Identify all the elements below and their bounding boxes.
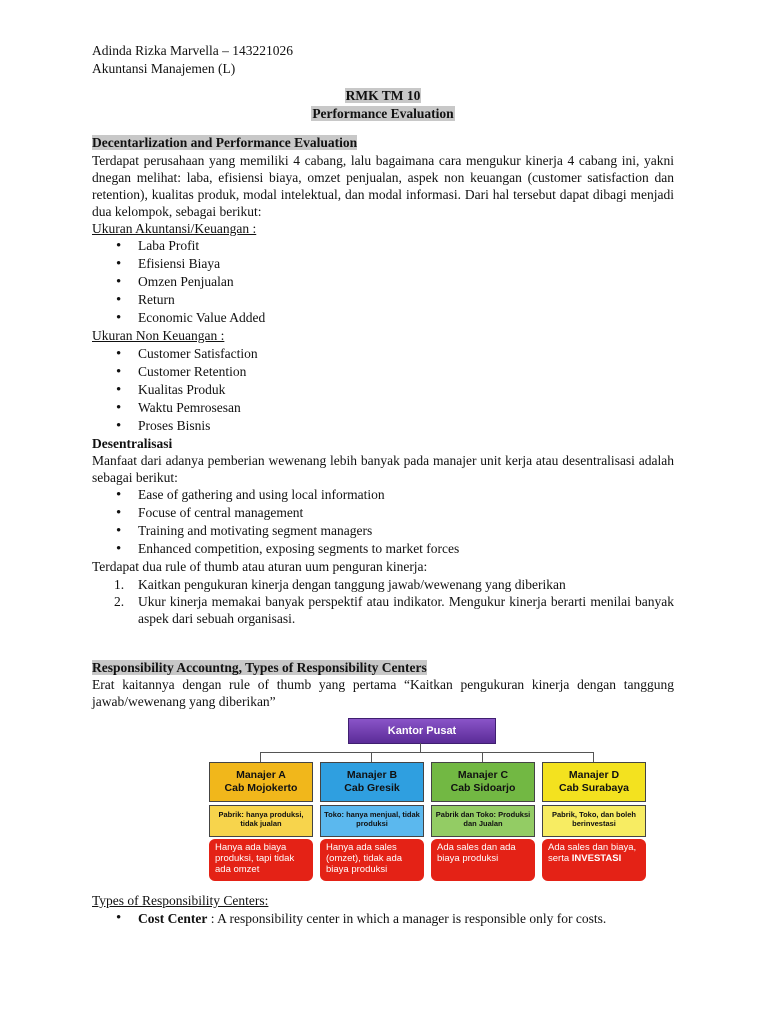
decentral-intro: Manfaat dari adanya pemberian wewenang lebih banyak pada manajer unit kerja atau desentralisasi adalah sebagai berikut:	[92, 453, 674, 485]
rules-intro: Terdapat dua rule of thumb atau aturan uum penguran kinerja:	[92, 559, 428, 574]
branch-c	[431, 762, 535, 881]
list-item: • Training and motivating segment managers	[138, 522, 674, 540]
list-item: • Omzen Penjualan	[138, 273, 674, 291]
list-item: • Ease of gathering and using local information	[138, 486, 674, 504]
connector	[260, 752, 261, 762]
section2-intro: Erat kaitannya dengan rule of thumb yang pertama “Kaitkan pengukuran kinerja dengan tanggung jawab/wewenang yang diberikan”	[92, 677, 674, 709]
list-item: • Focuse of central management	[138, 504, 674, 522]
branch-note-box: Ada sales dan biaya, serta INVESTASI	[542, 839, 646, 881]
list-item: • Economic Value Added	[138, 309, 674, 327]
hq-box: Kantor Pusat	[348, 718, 496, 744]
decentral-list	[92, 486, 674, 558]
connector	[593, 752, 594, 762]
list-item: • Customer Satisfaction	[138, 345, 674, 363]
branch-scope-box: Toko: hanya menjual, tidak produksi	[320, 805, 424, 837]
connector	[371, 752, 372, 762]
branch-manager-box: Manajer A Cab Mojokerto	[209, 762, 313, 802]
list-item: • Cost Center : A responsibility center in which a manager is responsible only for costs.	[138, 910, 674, 927]
branch-scope-box: Pabrik, Toko, dan boleh berinvestasi	[542, 805, 646, 837]
branch-b	[320, 762, 424, 881]
connector	[482, 752, 483, 762]
branch-manager-box: Manajer B Cab Gresik	[320, 762, 424, 802]
title-block	[92, 87, 674, 122]
doc-title: RMK TM 10	[345, 88, 421, 103]
branch-a	[209, 762, 313, 881]
branch-scope-box: Pabrik dan Toko: Produksi dan Jualan	[431, 805, 535, 837]
branch-note-box: Ada sales dan ada biaya produksi	[431, 839, 535, 881]
org-diagram	[92, 718, 674, 888]
types-label: Types of Responsibility Centers:	[92, 893, 269, 908]
section-heading-responsibility: Responsibility Accountng, Types of Responsibility Centers	[92, 659, 427, 675]
section-heading-decentralization: Decentarlization and Performance Evaluation	[92, 135, 358, 150]
rules-list	[92, 576, 674, 627]
section1-intro: Terdapat perusahaan yang memiliki 4 cabang, lalu bagaimana cara mengukur kinerja 4 cabang ini, yakni dnegan melihat: laba, efisiensi biaya, omzet penjualan, aspek non keuangan (customer satisfaction dan retention), kualitas produk, modal intelektual, dan modal informasi. Dari hal tersebut dapat dibagi menjadi dua kelompok, sebagai berikut:	[92, 152, 674, 219]
connector	[420, 743, 421, 752]
nonfinancial-label: Ukuran Non Keuangan :	[92, 328, 225, 343]
list-item: • Proses Bisnis	[138, 417, 674, 435]
connector	[260, 752, 593, 753]
list-item: 2. Ukur kinerja memakai banyak perspektif atau indikator. Mengukur kinerja berarti menilai banyak aspek dari sebuah organisasi.	[114, 593, 674, 626]
doc-subtitle: Performance Evaluation	[312, 105, 454, 121]
nonfinancial-list	[92, 345, 674, 435]
branch-note-box: Hanya ada sales (omzet), tidak ada biaya produksi	[320, 839, 424, 881]
branch-d	[542, 762, 646, 881]
list-item: • Enhanced competition, exposing segments to market forces	[138, 540, 674, 558]
list-item: • Laba Profit	[138, 237, 674, 255]
author-line: Adinda Rizka Marvella – 143221026	[92, 43, 293, 58]
financial-label: Ukuran Akuntansi/Keuangan :	[92, 220, 257, 236]
list-item: • Kualitas Produk	[138, 381, 674, 399]
list-item: • Waktu Pemrosesan	[138, 399, 674, 417]
financial-list	[92, 237, 674, 327]
list-item: • Efisiensi Biaya	[138, 255, 674, 273]
types-list	[92, 910, 674, 927]
course-line: Akuntansi Manajemen (L)	[92, 60, 236, 76]
list-item: • Return	[138, 291, 674, 309]
decentral-heading: Desentralisasi	[92, 435, 173, 451]
branch-note-box: Hanya ada biaya produksi, tapi tidak ada omzet	[209, 839, 313, 881]
list-item: 1. Kaitkan pengukuran kinerja dengan tanggung jawab/wewenang yang diberikan	[114, 576, 566, 592]
document-page	[92, 42, 674, 927]
branch-scope-box: Pabrik: hanya produksi, tidak jualan	[209, 805, 313, 837]
branch-manager-box: Manajer C Cab Sidoarjo	[431, 762, 535, 802]
list-item: • Customer Retention	[138, 363, 674, 381]
branch-manager-box: Manajer D Cab Surabaya	[542, 762, 646, 802]
